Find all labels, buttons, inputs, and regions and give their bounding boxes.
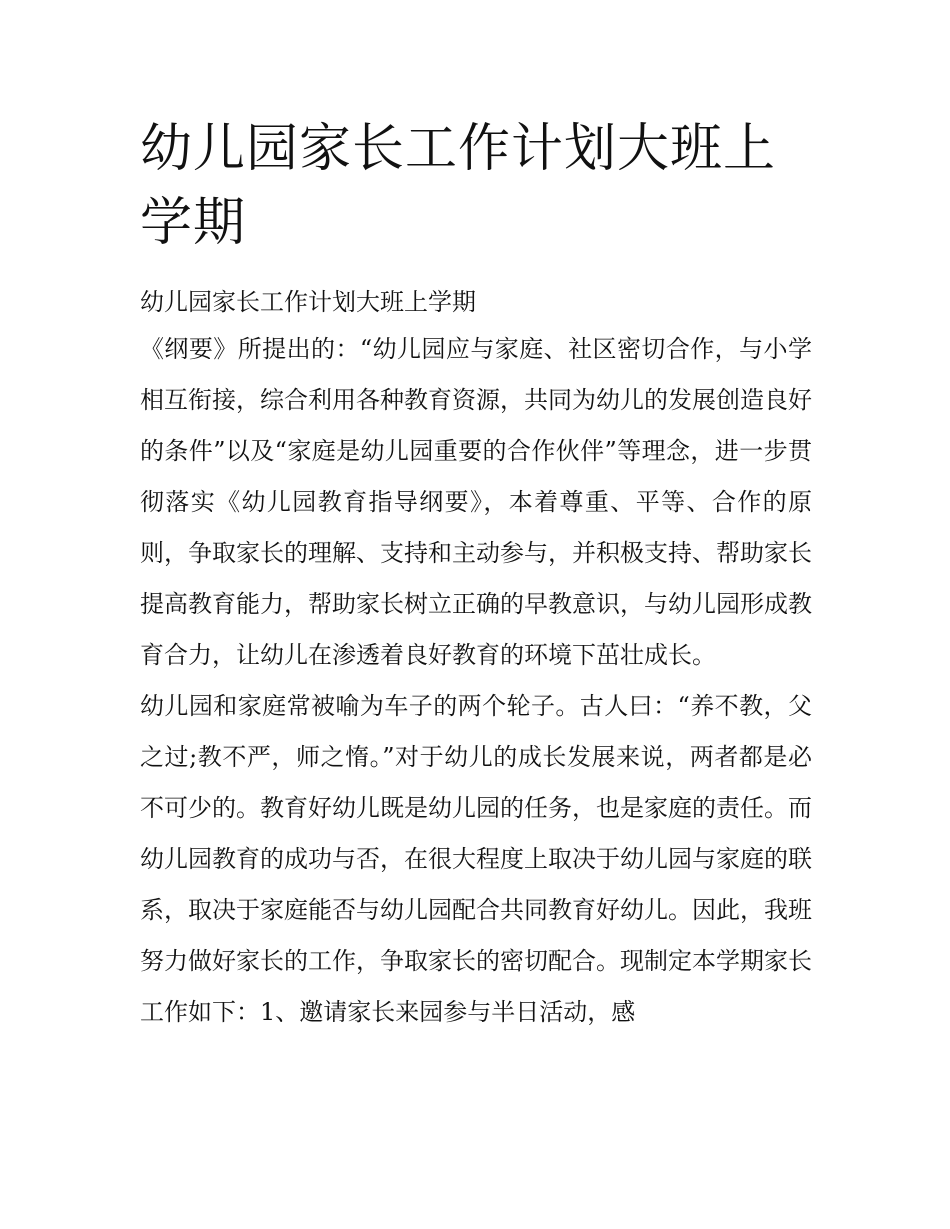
paragraph-home-school: 幼儿园和家庭常被喻为车子的两个轮子。古人曰：“养不教，父之过;教不严，师之惰。”对于幼儿的成长发展来说，两者都是必不可少的。教育好幼儿既是幼儿园的任务，也是家庭的责任。而幼儿园教育的成功与否，在很大程度上取决于幼儿园与家庭的联系，取决于家庭能否与幼儿园配合共同教育好幼儿。因此，我班努力做好家长的工作，争取家长的密切配合。现制定本学期家长工作如下：1、邀请家长来园参与半日活动，感 — [140, 692, 812, 1026]
document-content — [140, 112, 812, 1038]
paragraph-principles: 《纲要》所提出的：“幼儿园应与家庭、社区密切合作，与小学相互衔接，综合利用各种教育资源，共同为幼儿的发展创造良好的条件”以及“家庭是幼儿园重要的合作伙伴”等理念，进一步贯彻落实《幼儿园教育指导纲要》，本着尊重、平等、合作的原则，争取家长的理解、支持和主动参与，并积极支持、帮助家长提高教育能力，帮助家长树立正确的早教意识，与幼儿园形成教育合力，让幼儿在渗透着良好教育的环境下茁壮成长。 — [140, 335, 812, 669]
document-subtitle: 幼儿园家长工作计划大班上学期 — [140, 288, 476, 316]
document-title: 幼儿园家长工作计划大班上学期 — [140, 119, 777, 253]
